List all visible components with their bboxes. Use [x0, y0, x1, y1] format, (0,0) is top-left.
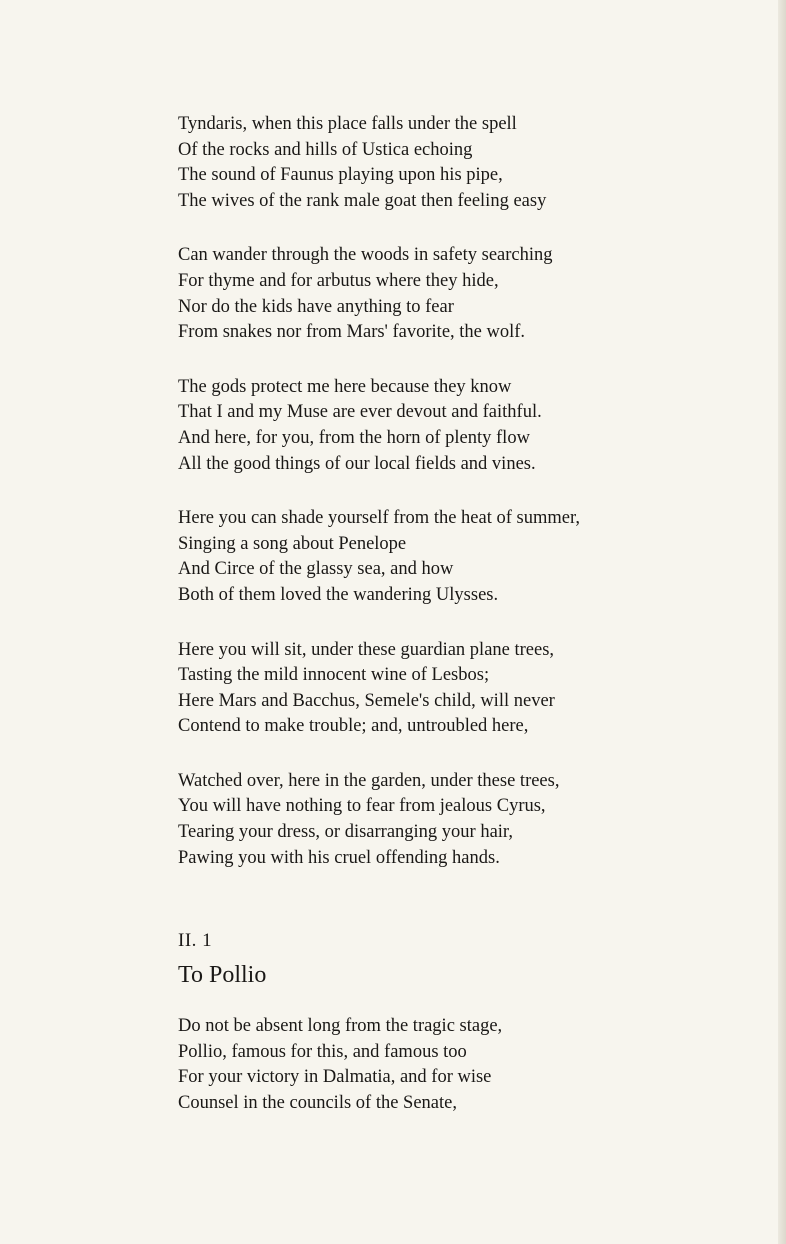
poem-line: Of the rocks and hills of Ustica echoing: [178, 139, 473, 160]
poem-line: Pollio, famous for this, and famous too: [178, 1041, 467, 1062]
stanza: [178, 769, 718, 871]
poem-line: Here you can shade yourself from the heat of summer,: [178, 508, 581, 529]
poem-line: Singing a song about Penelope: [178, 533, 407, 554]
stanza: [178, 243, 718, 345]
poem-line: Do not be absent long from the tragic stage,: [178, 1016, 503, 1036]
poem-line: Tyndaris, when this place falls under the spell: [178, 114, 517, 134]
poem-line: From snakes nor from Mars' favorite, the wolf.: [178, 322, 526, 343]
poem-line: And Circe of the glassy sea, and how: [178, 559, 454, 580]
poem-line: Tasting the mild innocent wine of Lesbos;: [178, 665, 490, 686]
poem-line: The wives of the rank male goat then feeling easy: [178, 190, 547, 211]
poem-line: For your victory in Dalmatia, and for wise: [178, 1067, 492, 1088]
poem-line: Tearing your dress, or disarranging your hair,: [178, 822, 513, 843]
poem-line: Can wander through the woods in safety searching: [178, 245, 553, 266]
poem-line: All the good things of our local fields and vines.: [178, 453, 536, 474]
poem-line: That I and my Muse are ever devout and faithful.: [178, 402, 542, 423]
stanza: [178, 375, 718, 477]
poem-line: Pawing you with his cruel offending hands.: [178, 847, 500, 868]
stanza: [178, 638, 718, 740]
page-edge: [778, 0, 786, 1244]
section-heading: [178, 929, 718, 991]
section-number: II. 1: [178, 930, 213, 951]
stanza: [178, 1014, 718, 1116]
poem-line: Here you will sit, under these guardian plane trees,: [178, 639, 555, 660]
poem-line: The gods protect me here because they know: [178, 376, 512, 397]
poem-line: Both of them loved the wandering Ulysses.: [178, 584, 499, 605]
next-poem: [178, 1014, 718, 1145]
stanza: [178, 112, 718, 214]
poem-line: The sound of Faunus playing upon his pipe,: [178, 165, 503, 186]
section-title: To Pollio: [178, 962, 267, 988]
stanza: [178, 506, 718, 608]
poem-line: And here, for you, from the horn of plenty flow: [178, 427, 530, 448]
poem-line: For thyme and for arbutus where they hide,: [178, 270, 499, 291]
poem-line: Here Mars and Bacchus, Semele's child, will never: [178, 690, 555, 711]
poem-line: Nor do the kids have anything to fear: [178, 296, 454, 317]
poem-continued: [178, 112, 718, 900]
poem-line: Contend to make trouble; and, untroubled here,: [178, 716, 529, 737]
poem-line: Watched over, here in the garden, under these trees,: [178, 770, 560, 791]
poem-line: You will have nothing to fear from jealous Cyrus,: [178, 796, 546, 817]
poem-line: Counsel in the councils of the Senate,: [178, 1092, 457, 1113]
